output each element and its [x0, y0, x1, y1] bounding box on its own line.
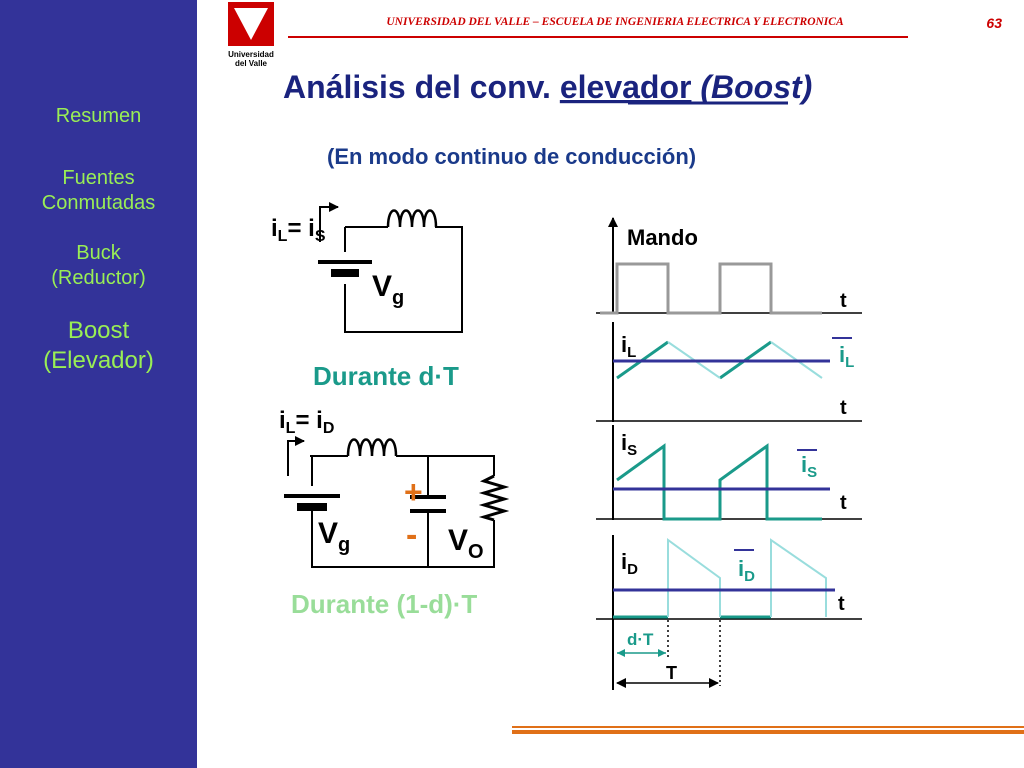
- circuit2-current-arrow: [288, 441, 304, 476]
- circuit2-minus: -: [406, 516, 418, 554]
- circuit1-wire: [345, 227, 462, 332]
- circuit1-inductor: [388, 211, 436, 228]
- circuit2-source-label: $V_g$: [318, 517, 351, 556]
- header-university: UNIVERSIDAD DEL VALLE – ESCUELA DE INGENIERIA ELECTRICA Y ELECTRONICA: [386, 16, 844, 28]
- mando-pulse-train: [600, 264, 822, 313]
- mando-t-label: t: [840, 290, 847, 312]
- waveform-id: [596, 535, 862, 690]
- il-mean-label: $i_L$: [839, 342, 855, 371]
- sidebar-item-label: Resumen: [55, 105, 142, 127]
- is-axis-label: $i_S$: [621, 430, 638, 459]
- circuit2-resistor: [484, 476, 504, 520]
- page-title: [283, 69, 812, 105]
- page-subtitle: (En modo continuo de conducción): [327, 144, 697, 169]
- logo-text-line1: Universidad: [228, 50, 274, 59]
- period-label: T: [666, 663, 677, 683]
- mando-label: Mando: [627, 225, 698, 250]
- sidebar-item-label: Boost: [67, 317, 130, 344]
- circuit2-output-label: $V_O$: [448, 524, 484, 563]
- waveform-is: [596, 425, 862, 520]
- id-mean-label: $i_D$: [738, 556, 755, 585]
- logo: [228, 2, 274, 68]
- sidebar-item-label: (Reductor): [51, 267, 146, 289]
- circuit2-current-label: $i_L= i_D$: [279, 407, 335, 437]
- is-t-label: t: [840, 492, 847, 514]
- id-axis-label: $i_D$: [621, 549, 638, 578]
- circuit1-current-label: $i_L= i_S$: [271, 215, 326, 245]
- is-waveform: [617, 446, 822, 519]
- circuit1-source-label: $V_g$: [372, 270, 405, 309]
- title-suffix: (Boost): [691, 69, 813, 105]
- il-axis-label: $i_L$: [621, 332, 637, 361]
- circuit2-inductor: [348, 440, 396, 457]
- title-underlined: elevador: [559, 69, 692, 105]
- sidebar-item-label: Conmutadas: [41, 192, 156, 214]
- circuit2-caption: Durante (1-d)·T: [291, 589, 478, 619]
- sidebar-item-label: (Elevador): [43, 347, 154, 374]
- il-t-label: t: [840, 397, 847, 419]
- id-t-label: t: [838, 593, 845, 615]
- dt-label: d·T: [627, 630, 654, 649]
- circuit1-caption: Durante d·T: [313, 361, 459, 391]
- sidebar-item-label: Buck: [76, 242, 121, 264]
- logo-text-line2: del Valle: [234, 59, 268, 68]
- is-mean-label: $i_S$: [801, 452, 818, 481]
- waveform-mando: [596, 218, 862, 313]
- sidebar-item-label: Fuentes: [62, 167, 135, 189]
- page-number: 63: [986, 15, 1002, 31]
- title-prefix: Análisis del conv.: [283, 69, 560, 105]
- circuit2-plus: +: [404, 474, 423, 510]
- waveform-il: [596, 322, 862, 422]
